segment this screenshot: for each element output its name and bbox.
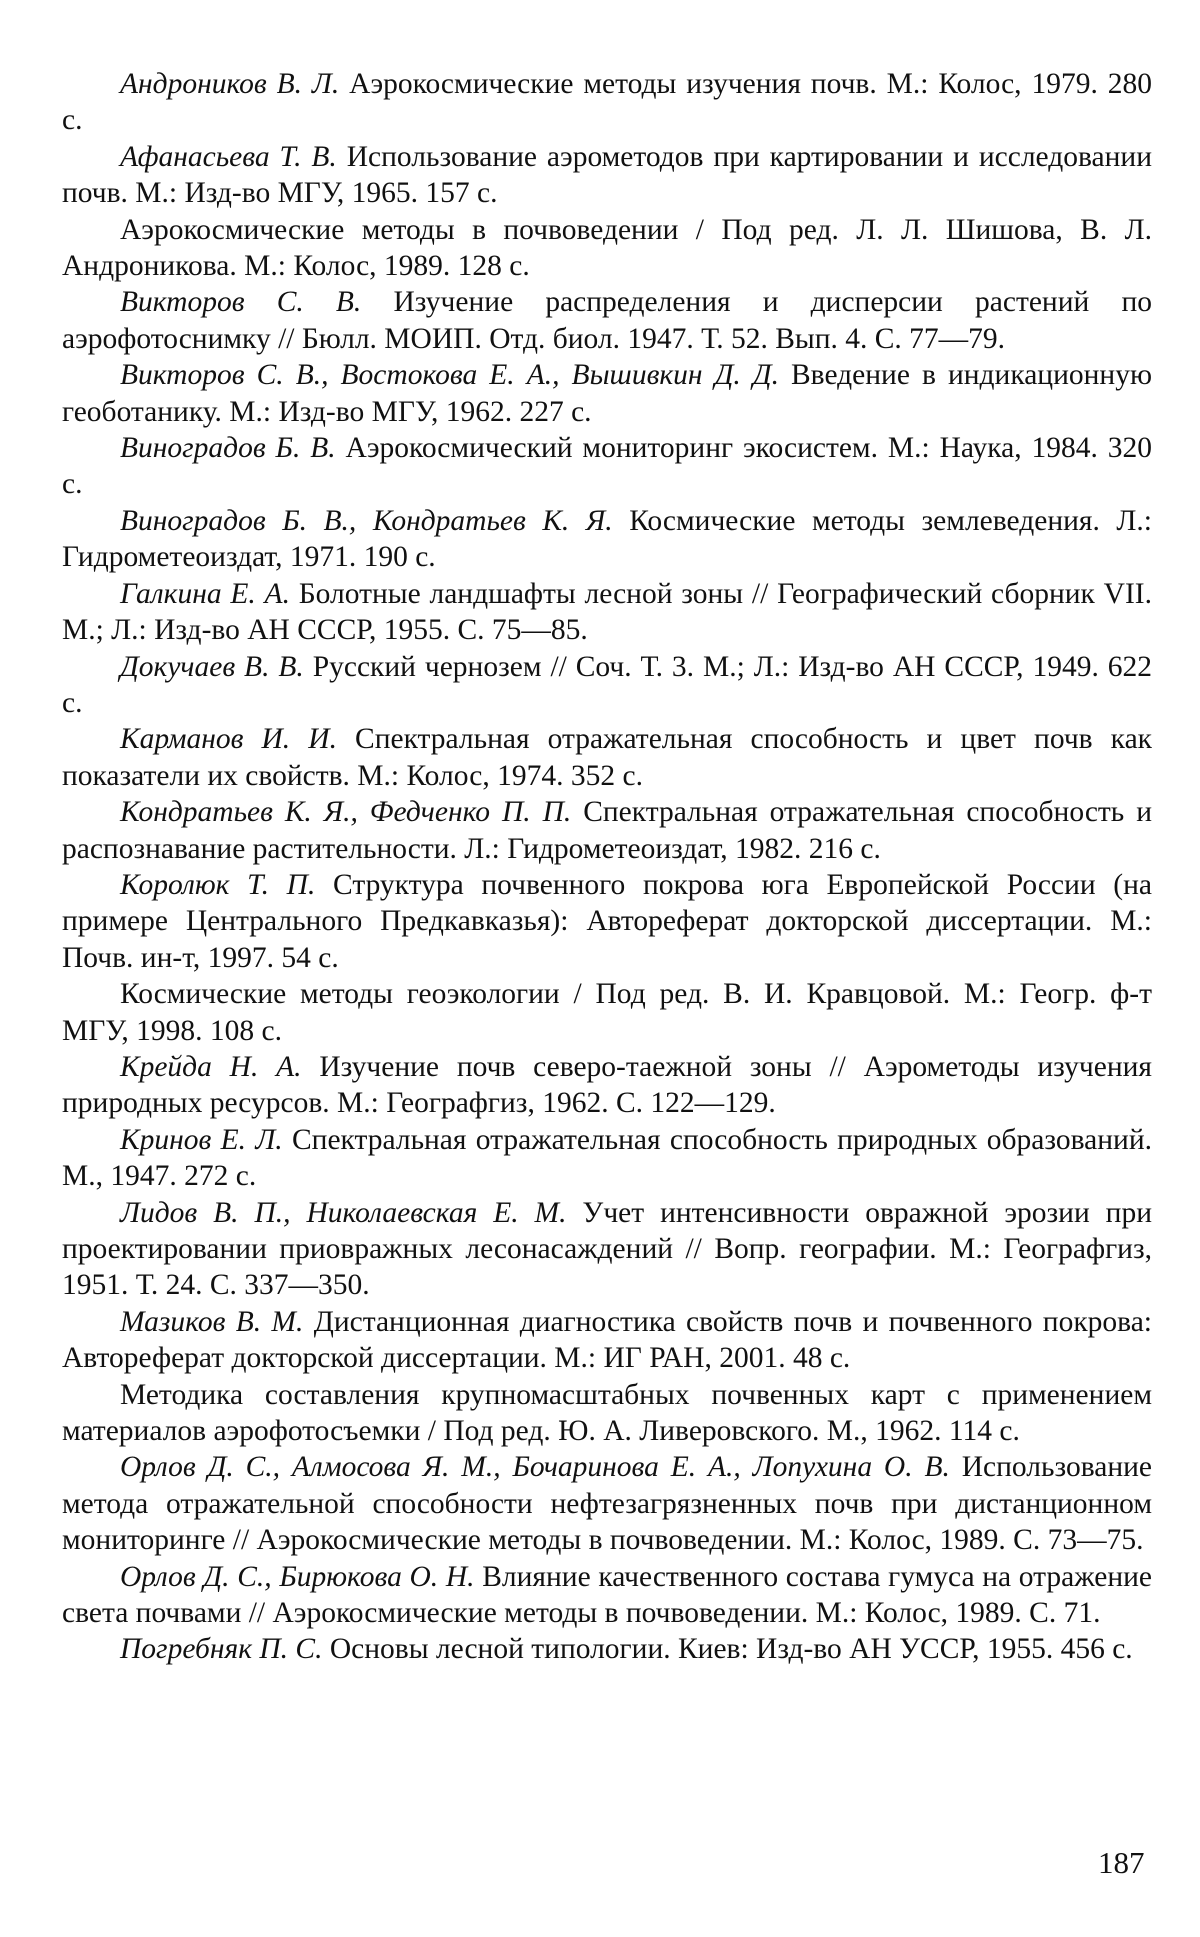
bibliography-entry	[62, 1122, 1152, 1195]
bibliography-entry	[62, 1377, 1152, 1450]
entry-text: Спектральная отражательная способность и распознавание растительности. Л.: Гидрометеоиздат, 1982. 216 с.	[62, 796, 1152, 865]
entry-text: Учет интенсивности овражной эрозии при проектировании приовражных лесонасаждений // Вопр. географии. М.: Географгиз, 1951. Т. 24. С. 337—350.	[62, 1196, 1152, 1302]
bibliography-entry	[62, 721, 1152, 794]
entry-text: Аэрокосмические методы изучения почв. М.: Колос, 1979. 280 с.	[62, 68, 1152, 137]
entry-author: Викторов С. В., Востокова Е. А., Вышивкин Д. Д.	[120, 359, 779, 392]
bibliography-entry	[62, 1631, 1152, 1667]
entry-text: Использование аэрометодов при картировании и исследовании почв. М.: Изд-во МГУ, 1965. 157 с.	[62, 140, 1153, 210]
entry-author: Галкина Е. А.	[120, 577, 290, 610]
entry-author: Крейда Н. А.	[120, 1050, 302, 1083]
entry-author: Виноградов Б. В., Кондратьев К. Я.	[120, 504, 613, 537]
entry-text: Структура почвенного покрова юга Европейской России (на примере Центрального Предкавказья): Автореферат докторской диссертации. М.: Почв. ин-т, 1997. 54 с.	[62, 868, 1153, 974]
bibliography-entry	[62, 649, 1152, 722]
bibliography-entry	[62, 867, 1152, 976]
bibliography-entry	[62, 1304, 1152, 1377]
bibliography-entry	[62, 212, 1152, 285]
bibliography-entry	[62, 576, 1152, 649]
bibliography-entry	[62, 1449, 1152, 1558]
entry-text: Дистанционная диагностика свойств почв и почвенного покрова: Автореферат докторской диссертации. М.: ИГ РАН, 2001. 48 с.	[62, 1305, 1152, 1375]
entry-text: Русский чернозем // Соч. Т. 3. М.; Л.: Изд-во АН СССР, 1949. 622 с.	[62, 650, 1152, 719]
entry-author: Погребняк П. С.	[120, 1633, 323, 1666]
bibliography-entry	[62, 357, 1152, 430]
bibliography-entry	[62, 1559, 1152, 1632]
entry-author: Кринов Е. Л.	[120, 1123, 283, 1156]
entry-author: Виноградов Б. В.	[120, 432, 336, 465]
bibliography-entry	[62, 284, 1152, 357]
entry-text: Изучение распределения и дисперсии растений по аэрофотоснимку // Бюлл. МОИП. Отд. биол. 1947. Т. 52. Вып. 4. С. 77—79.	[62, 286, 1152, 355]
bibliography-entry	[62, 976, 1152, 1049]
entry-author: Кондратьев К. Я., Федченко П. П.	[120, 796, 572, 829]
entry-text: Спектральная отражательная способность и цвет почв как показатели их свойств. М.: Колос, 1974. 352 с.	[62, 723, 1152, 792]
entry-text: Спектральная отражательная способность природных образований. М., 1947. 272 с.	[62, 1123, 1152, 1193]
bibliography-entry	[62, 1049, 1152, 1122]
entry-author: Орлов Д. С., Алмосова Я. М., Бочаринова Е. А., Лопухина О. В.	[120, 1451, 950, 1484]
entry-text: Космические методы геоэкологии / Под ред. В. И. Кравцовой. М.: Геогр. ф-т МГУ, 1998. 108 с.	[62, 978, 1152, 1047]
entry-text: Методика составления крупномасштабных почвенных карт с применением материалов аэрофотосъемки / Под ред. Ю. А. Ливеровского. М., 1962. 114 с.	[62, 1378, 1152, 1448]
bibliography-entry	[62, 794, 1152, 867]
entry-text: Использование метода отражательной способности нефтезагрязненных почв при дистанционном мониторинге // Аэрокосмические методы в почвоведении. М.: Колос, 1989. С. 73—75.	[62, 1451, 1152, 1557]
entry-author: Викторов С. В.	[120, 286, 362, 319]
bibliography-entry	[62, 1195, 1152, 1304]
page-number: 187	[1098, 1845, 1145, 1880]
entry-text: Влияние качественного состава гумуса на отражение света почвами // Аэрокосмические методы в почвоведении. М.: Колос, 1989. С. 71.	[62, 1560, 1153, 1630]
entry-text: Основы лесной типологии. Киев: Изд-во АН УССР, 1955. 456 с.	[322, 1633, 1133, 1666]
bibliography-entry	[62, 66, 1152, 139]
bibliography-entry	[62, 503, 1152, 576]
bibliography-list	[62, 66, 1152, 1668]
entry-author: Докучаев В. В.	[120, 650, 304, 683]
entry-author: Лидов В. П., Николаевская Е. М.	[120, 1196, 567, 1229]
entry-text: Введение в индикационную геоботанику. М.: Изд-во МГУ, 1962. 227 с.	[62, 359, 1152, 428]
entry-text: Аэрокосмический мониторинг экосистем. М.: Наука, 1984. 320 с.	[62, 432, 1152, 501]
entry-author: Андроников В. Л.	[120, 68, 340, 100]
entry-author: Афанасьева Т. В.	[120, 140, 337, 173]
entry-author: Мазиков В. М.	[120, 1305, 304, 1338]
entry-author: Королюк Т. П.	[120, 868, 316, 901]
bibliography-entry	[62, 139, 1152, 212]
entry-text: Болотные ландшафты лесной зоны // Географический сборник VII. М.; Л.: Изд-во АН СССР, 1955. С. 75—85.	[62, 577, 1152, 647]
entry-author: Карманов И. И.	[120, 723, 337, 756]
entry-text: Космические методы землеведения. Л.: Гидрометеоиздат, 1971. 190 с.	[62, 504, 1152, 574]
entry-text: Аэрокосмические методы в почвоведении / Под ред. Л. Л. Шишова, В. Л. Андроникова. М.: Колос, 1989. 128 с.	[62, 213, 1152, 283]
bibliography-entry	[62, 430, 1152, 503]
entry-text: Изучение почв северо-таежной зоны // Аэрометоды изучения природных ресурсов. М.: Географгиз, 1962. С. 122—129.	[62, 1050, 1152, 1120]
entry-author: Орлов Д. С., Бирюкова О. Н.	[120, 1560, 475, 1593]
